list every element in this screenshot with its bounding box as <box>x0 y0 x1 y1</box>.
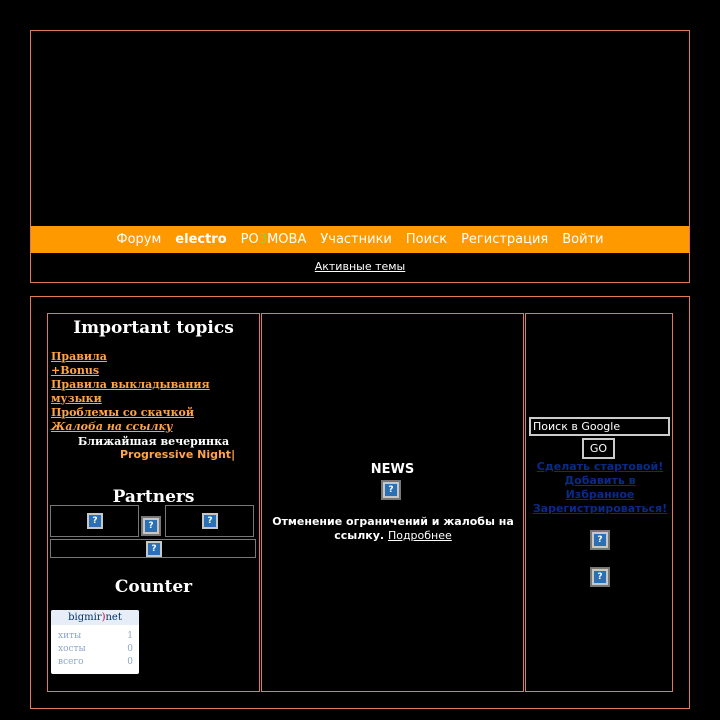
partner-banner-3[interactable] <box>50 539 256 558</box>
register-link[interactable]: Зарегистрироваться! <box>532 502 668 515</box>
broken-image-icon[interactable]: ? <box>592 569 608 585</box>
nav-register[interactable]: Регистрация <box>461 232 549 247</box>
topic-link-rules[interactable]: Правила <box>51 350 107 363</box>
broken-image-icon: ? <box>383 482 399 498</box>
broken-image-icon: ? <box>202 513 218 529</box>
nav-search[interactable]: Поиск <box>405 232 448 247</box>
main-panel <box>30 296 690 709</box>
counter-brand-pre: bigmir <box>68 612 102 623</box>
counter-value: 1 <box>127 631 133 641</box>
header-panel <box>30 30 690 283</box>
nav-electro[interactable]: electro <box>175 232 227 247</box>
partner-banner-2[interactable] <box>165 505 254 537</box>
news-title: NEWS <box>370 462 415 477</box>
important-topics-list <box>51 350 259 434</box>
nav-rozmova-post: МОВА <box>267 232 307 247</box>
broken-image-icon: ? <box>146 541 162 557</box>
right-links <box>530 460 670 516</box>
main-nav-bar <box>31 226 689 253</box>
counter-value: 0 <box>127 644 133 654</box>
nav-login[interactable]: Войти <box>562 232 604 247</box>
nav-members[interactable]: Участники <box>320 232 392 247</box>
right-column <box>525 313 673 692</box>
counter-label: всего <box>58 657 84 667</box>
active-topics-link[interactable]: Активные темы <box>314 260 406 273</box>
counter-value: 0 <box>127 657 133 667</box>
nav-rozmova-dot: З <box>258 232 268 247</box>
topic-link-bonus[interactable]: +Bonus <box>51 364 100 377</box>
go-button[interactable]: GO <box>582 438 615 459</box>
next-party-name[interactable]: Progressive Night| <box>120 448 236 461</box>
partners-title: Partners <box>112 487 195 507</box>
broken-image-icon[interactable]: ? <box>592 532 608 548</box>
add-favorites-link[interactable]: Добавить в Избранное <box>564 474 636 501</box>
news-more-link[interactable]: Подробнее <box>387 529 452 542</box>
bigmir-counter[interactable] <box>51 610 139 674</box>
active-topics-row <box>31 260 689 273</box>
counter-title: Counter <box>114 577 193 597</box>
partner-banner-1[interactable] <box>50 505 139 537</box>
news-body: Отменение ограничений и жалобы на ссылку. <box>272 515 514 542</box>
middle-column <box>261 313 524 692</box>
nav-rozmova-pre: РО <box>240 232 259 247</box>
news-text <box>268 515 518 543</box>
important-topics-title: Important topics <box>73 318 234 338</box>
counter-brand-post: net <box>105 612 122 623</box>
topic-link-download-problems[interactable]: Проблемы со скачкой <box>51 406 195 419</box>
nav-rozmova[interactable] <box>241 232 307 247</box>
nav-forum[interactable]: Форум <box>116 232 162 247</box>
left-column <box>47 313 260 692</box>
counter-row-hosts <box>58 644 133 654</box>
make-homepage-link[interactable]: Сделать стартовой! <box>536 460 664 473</box>
broken-image-icon: ? <box>87 513 103 529</box>
broken-image-icon[interactable]: ? <box>143 518 159 534</box>
google-search-input[interactable]: Поиск в Google <box>529 417 670 436</box>
counter-label: хосты <box>58 644 86 654</box>
counter-label: хиты <box>58 631 82 641</box>
counter-row-total <box>58 657 133 667</box>
counter-brand-mark: ) <box>101 612 106 623</box>
next-party-label: Ближайшая вечеринка <box>77 435 230 448</box>
topic-link-upload-rules[interactable]: Правила выкладывания музыки <box>51 378 210 405</box>
topic-link-report[interactable]: Жалоба на ссылку <box>51 420 173 433</box>
counter-row-hits <box>58 631 133 641</box>
counter-brand <box>51 610 139 625</box>
